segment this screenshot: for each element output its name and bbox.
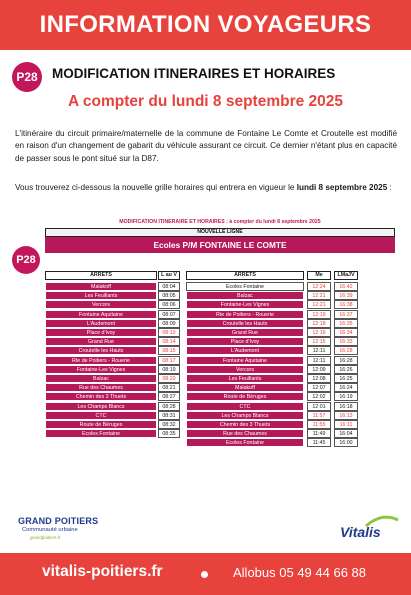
notice-title: MODIFICATION ITINERAIRES ET HORAIRES (52, 66, 336, 81)
return-time-me: 12:19 (307, 310, 331, 319)
outbound-stop: Fontaine-Les Vignes (45, 365, 157, 374)
outbound-stop: Malakoff (45, 282, 157, 291)
return-time-lmajv: 16:04 (334, 429, 358, 438)
grand-poitiers-url: grandpoitiers.fr (30, 535, 61, 540)
outbound-stop: CTC (45, 411, 157, 420)
return-stop: L'Audemont (186, 346, 304, 355)
return-time-me: 12:08 (307, 374, 331, 383)
school-name-bar: Ecoles P/M FONTAINE LE COMTE (45, 237, 395, 253)
return-time-me: 12:11 (307, 346, 331, 355)
return-stop: Vercors (186, 365, 304, 374)
header-banner (0, 0, 411, 50)
return-stop: Fontaine Aquitaine (186, 356, 304, 365)
return-time-me: 11:45 (307, 438, 331, 447)
outbound-time: 08:09 (158, 319, 180, 328)
return-time-lmajv: 16:35 (334, 319, 358, 328)
return-time-lmajv: 16:26 (334, 365, 358, 374)
return-time-lmajv: 16:33 (334, 337, 358, 346)
outbound-stop: Place d'Ivoy (45, 328, 157, 337)
return-time-lmajv: 16:24 (334, 383, 358, 392)
outbound-time: 08:31 (158, 411, 180, 420)
return-time-me: 12:16 (307, 328, 331, 337)
para2-date: lundi 8 septembre 2025 (296, 183, 388, 192)
para2-prefix: Vous trouverez ci-dessous la nouvelle grille horaires qui entrera en vigueur le (15, 183, 297, 192)
header-lun-ven: L au V (158, 271, 180, 280)
return-time-me: 12:02 (307, 392, 331, 401)
return-time-me: 11:49 (307, 429, 331, 438)
return-time-lmajv: 16:13 (334, 411, 358, 420)
return-time-me: 12:21 (307, 300, 331, 309)
outbound-time: 08:32 (158, 420, 180, 429)
website-link[interactable]: vitalis-poitiers.fr (42, 563, 163, 580)
return-stop: Chemin des 3 Thuets (186, 420, 304, 429)
return-stop: Route de Béruges (186, 392, 304, 401)
return-time-me: 12:15 (307, 337, 331, 346)
return-time-lmajv: 16:42 (334, 282, 358, 291)
return-time-lmajv: 16:19 (334, 392, 358, 401)
return-stop: Rte de Poitiers - Rouerie (186, 310, 304, 319)
return-stop: Ecoles Fontaine (186, 438, 304, 447)
outbound-time: 08:15 (158, 346, 180, 355)
return-stop: Place d'Ivoy (186, 337, 304, 346)
outbound-time: 08:07 (158, 310, 180, 319)
footer-banner (0, 553, 411, 595)
outbound-stop: L'Audemont (45, 319, 157, 328)
grand-poitiers-subtitle: Communauté urbaine (22, 527, 78, 533)
table-caption: MODIFICATION ITINERAIRE ET HORAIRES : à compter du lundi 8 septembre 2025 (119, 219, 321, 225)
logos-area (0, 510, 411, 550)
return-time-lmajv: 16:25 (334, 374, 358, 383)
outbound-stop: Balzac (45, 374, 157, 383)
outbound-time: 08:35 (158, 429, 180, 438)
outbound-stop: Croutelle les Hauts (45, 346, 157, 355)
notice-paragraph-1: L'itinéraire du circuit primaire/maternelle de la commune de Fontaine Le Comte et Croutelle est modifié en raison d'un changement de gabarit du véhicule assurant ce circuit. Ce dernier n'étant plus en capacité de passer sous le pont situé sur la D87. (15, 129, 397, 163)
outbound-time: 08:05 (158, 291, 180, 300)
outbound-time: 08:20 (158, 374, 180, 383)
outbound-stop: Rte de Poitiers - Rouerie (45, 356, 157, 365)
return-stop: CTC (186, 402, 304, 411)
outbound-stop: Les Feuillants (45, 291, 157, 300)
line-badge: P28 (12, 62, 42, 92)
return-stop: Rue des Chaumes (186, 429, 304, 438)
return-time-lmajv: 16:38 (334, 300, 358, 309)
return-stop: Croutelle les Hauts (186, 319, 304, 328)
return-time-lmajv: 16:28 (334, 346, 358, 355)
return-time-lmajv: 16:37 (334, 310, 358, 319)
return-time-lmajv: 16:34 (334, 328, 358, 337)
grand-poitiers-logo: GRAND POITIERS (18, 516, 99, 526)
outbound-stop: Ecoles Fontaine (45, 429, 157, 438)
return-time-lmajv: 16:00 (334, 438, 358, 447)
outbound-stop: Grand Rue (45, 337, 157, 346)
outbound-time: 08:27 (158, 392, 180, 401)
return-time-me: 12:21 (307, 291, 331, 300)
allobus-phone: Allobus 05 49 44 66 88 (233, 565, 366, 580)
para2-suffix: : (387, 183, 392, 192)
header-stops-outbound: ARRETS (45, 271, 157, 280)
outbound-stop: Vercors (45, 300, 157, 309)
effective-date: A compter du lundi 8 septembre 2025 (67, 93, 344, 110)
header-stops-return: ARRETS (186, 271, 304, 280)
outbound-time: 08:17 (158, 356, 180, 365)
return-time-me: 12:11 (307, 356, 331, 365)
outbound-stop: Chemin des 3 Thuets (45, 392, 157, 401)
return-stop: Fontaine-Les Vignes (186, 300, 304, 309)
return-stop: Grand Rue (186, 328, 304, 337)
header-me: Me (307, 271, 331, 280)
return-time-lmajv: 16:39 (334, 291, 358, 300)
notice-paragraph-2 (15, 182, 397, 194)
return-time-lmajv: 16:28 (334, 356, 358, 365)
return-stop: Les Champs Blancs (186, 411, 304, 420)
outbound-stop: Rue des Chaumes (45, 383, 157, 392)
return-time-me: 12:07 (307, 383, 331, 392)
outbound-time: 08:04 (158, 282, 180, 291)
return-time-me: 12:24 (307, 282, 331, 291)
outbound-time: 08:14 (158, 337, 180, 346)
return-stop: Malakoff (186, 383, 304, 392)
new-line-tag: NOUVELLE LIGNE (45, 228, 395, 237)
outbound-stop: Les Champs Blancs (45, 402, 157, 411)
return-time-me: 11:55 (307, 420, 331, 429)
outbound-time: 08:21 (158, 383, 180, 392)
return-time-me: 11:57 (307, 411, 331, 420)
return-time-me: 12:09 (307, 365, 331, 374)
return-time-me: 12:18 (307, 319, 331, 328)
outbound-time: 08:28 (158, 402, 180, 411)
page-title: INFORMATION VOYAGEURS (39, 11, 372, 38)
return-stop: Balzac (186, 291, 304, 300)
return-time-lmajv: 16:11 (334, 420, 358, 429)
return-stop: Les Feuillants (186, 374, 304, 383)
outbound-time: 08:13 (158, 328, 180, 337)
vitalis-logo: Vitalis (340, 524, 381, 540)
return-time-me: 12:01 (307, 402, 331, 411)
return-stop: Ecoles Fontaine (186, 282, 304, 291)
outbound-time: 08:06 (158, 300, 180, 309)
separator-dot-icon (201, 571, 208, 578)
outbound-stop: Fontaine Aquitaine (45, 310, 157, 319)
outbound-stop: Route de Béruges (45, 420, 157, 429)
line-badge-small: P28 (12, 246, 40, 274)
header-lmajv: LMaJV (334, 271, 358, 280)
outbound-time: 08:19 (158, 365, 180, 374)
return-time-lmajv: 16:18 (334, 402, 358, 411)
